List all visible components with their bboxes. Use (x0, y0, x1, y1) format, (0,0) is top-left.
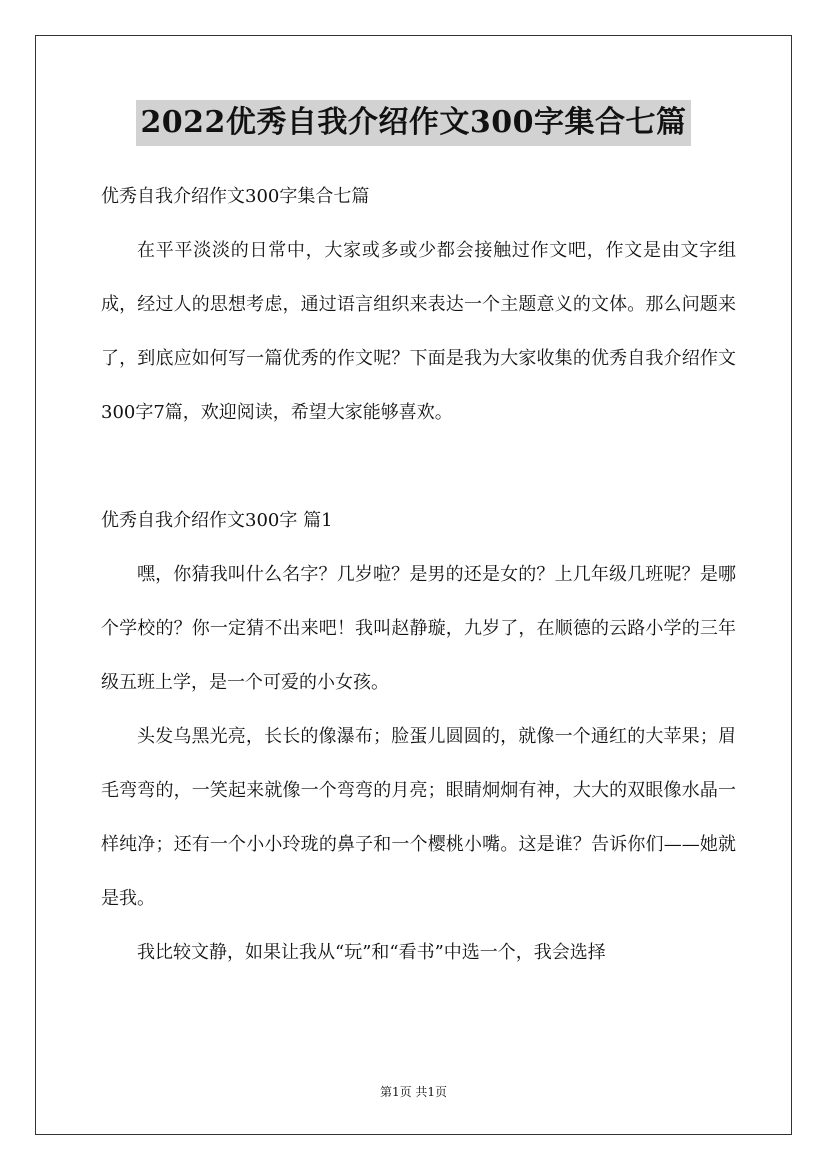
document-body (101, 170, 736, 980)
page-footer: 第1页 共1页 (379, 1085, 448, 1099)
body-paragraph: 我比较文静，如果让我从“玩”和“看书”中选一个，我会选择 (137, 942, 606, 963)
section-heading: 优秀自我介绍作文300字 篇1 (101, 510, 333, 531)
body-paragraph: 嘿，你猜我叫什么名字？几岁啦？是男的还是女的？上几年级几班呢？是哪个学校的？你一定猜不出来吧！我叫赵静璇，九岁了，在顺德的云路小学的三年级五班上学，是一个可爱的小女孩。 (101, 564, 736, 693)
title-container (0, 100, 827, 146)
subtitle: 优秀自我介绍作文300字集合七篇 (101, 186, 370, 207)
document-title: 2022优秀自我介绍作文300字集合七篇 (136, 100, 690, 146)
body-paragraph: 头发乌黑光亮，长长的像瀑布；脸蛋儿圆圆的，就像一个通红的大苹果；眉毛弯弯的，一笑起来就像一个弯弯的月亮；眼睛炯炯有神，大大的双眼像水晶一样纯净；还有一个小小玲珑的鼻子和一个樱桃小嘴。这是谁？告诉你们——她就是我。 (101, 726, 736, 909)
intro-paragraph: 在平平淡淡的日常中，大家或多或少都会接触过作文吧，作文是由文字组成，经过人的思想考虑，通过语言组织来表达一个主题意义的文体。那么问题来了，到底应如何写一篇优秀的作文呢？下面是我为大家收集的优秀自我介绍作文300字7篇，欢迎阅读，希望大家能够喜欢。 (101, 240, 736, 423)
section-spacer (101, 440, 736, 494)
